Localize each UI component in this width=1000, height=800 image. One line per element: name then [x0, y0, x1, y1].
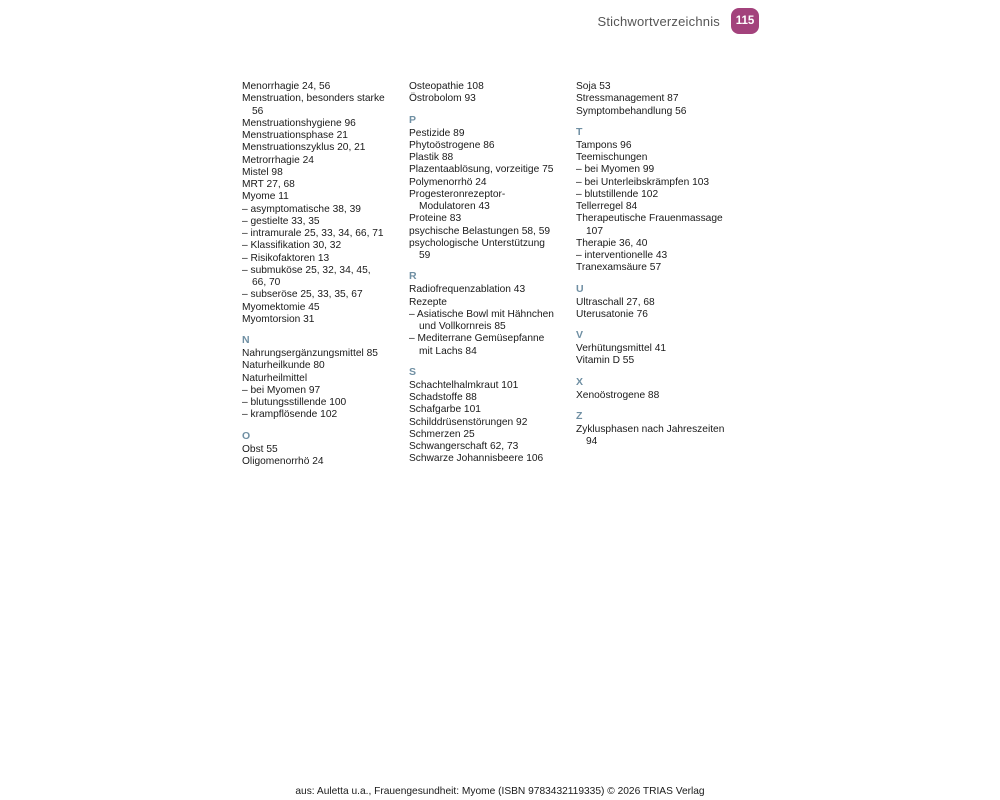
- index-entry: 59: [419, 250, 431, 261]
- index-entry: – blutungsstillende 100: [242, 397, 347, 408]
- index-entry: – Mediterrane Gemüsepfanne: [409, 333, 545, 345]
- index-letter-heading: U: [576, 282, 584, 295]
- index-entry: Vitamin D 55: [576, 355, 635, 367]
- index-entry: Naturheilmittel: [242, 372, 308, 384]
- index-entry: Schwangerschaft 62, 73: [409, 441, 519, 452]
- index-entry: – Asiatische Bowl mit Hähnchen: [409, 308, 554, 320]
- index-entry: MRT 27, 68: [242, 179, 295, 190]
- index-entry: Myome 11: [242, 191, 289, 203]
- index-entry: Menstruationshygiene 96: [242, 117, 356, 129]
- index-entry: – bei Unterleibskrämpfen 103: [576, 176, 710, 188]
- index-entry: Proteine 83: [409, 213, 462, 225]
- index-entry: psychologische Unterstützung: [409, 237, 545, 249]
- index-entry: Oligomenorrhö 24: [242, 455, 324, 467]
- index-entry: Schachtelhalmkraut 101: [409, 379, 519, 391]
- index-entry: Obst 55: [242, 443, 278, 455]
- index-letter-heading: R: [409, 270, 417, 283]
- index-entry: 94: [586, 436, 598, 447]
- index-entry: – interventionelle 43: [576, 250, 668, 261]
- index-entry: Plazentaablösung, vorzeitige 75: [409, 164, 554, 176]
- index-entry: Myomektomie 45: [242, 301, 320, 313]
- index-entry: Menorrhagie 24, 56: [242, 81, 331, 92]
- index-entry: Xenoöstrogene 88: [576, 389, 660, 401]
- index-entry: und Vollkornreis 85: [419, 321, 506, 332]
- index-entry: Metrorrhagie 24: [242, 154, 314, 166]
- index-entry: Rezepte: [409, 296, 447, 308]
- index-entry: Polymenorrhö 24: [409, 176, 487, 188]
- index-entry: Tellerregel 84: [576, 201, 638, 212]
- index-entry: – bei Myomen 99: [576, 164, 655, 176]
- index-column-3: [576, 81, 741, 448]
- index-entry: Zyklusphasen nach Jahreszeiten: [576, 423, 725, 435]
- index-column-2: [409, 81, 574, 466]
- index-entry: Uterusatonie 76: [576, 308, 648, 320]
- index-letter-heading: O: [242, 429, 251, 442]
- index-entry: Stressmanagement 87: [576, 93, 679, 105]
- index-entry: Ultraschall 27, 68: [576, 296, 655, 308]
- index-entry: Schwarze Johannisbeere 106: [409, 453, 544, 465]
- index-entry: Schadstoffe 88: [409, 392, 477, 403]
- index-entry: Pestizide 89: [409, 127, 465, 139]
- index-entry: 66, 70: [252, 277, 281, 288]
- index-entry: Teemischungen: [576, 152, 648, 163]
- index-entry: Schmerzen 25: [409, 428, 475, 440]
- index-entry: Progesteronrezeptor-: [409, 188, 506, 200]
- index-entry: – gestielte 33, 35: [242, 215, 320, 227]
- index-entry: Menstruationszyklus 20, 21: [242, 142, 366, 154]
- index-letter-heading: T: [576, 125, 583, 138]
- index-entry: Naturheilkunde 80: [242, 360, 325, 372]
- index-letter-heading: N: [242, 334, 250, 346]
- index-entry: – krampflösende 102: [242, 409, 338, 421]
- index-entry: Tampons 96: [576, 139, 632, 151]
- index-entry: Plastik 88: [409, 152, 454, 163]
- index-letter-heading: V: [576, 329, 584, 341]
- index-entry: Osteopathie 108: [409, 81, 484, 92]
- index-entry: – Klassifikation 30, 32: [242, 240, 342, 252]
- index-entry: 107: [586, 225, 603, 237]
- footer-citation: aus: Auletta u.a., Frauengesundheit: Myome (ISBN 9783432119335) © 2026 TRIAS Verlag: [295, 786, 705, 797]
- index-letter-heading: X: [576, 375, 584, 388]
- index-entry: Soja 53: [576, 81, 611, 92]
- index-entry: Symptombehandlung 56: [576, 105, 687, 117]
- page-number-badge: 115: [731, 8, 759, 34]
- index-entry: – blutstillende 102: [576, 188, 659, 200]
- index-entry: – asymptomatische 38, 39: [242, 203, 361, 215]
- index-letter-heading: P: [409, 113, 417, 126]
- index-entry: – bei Myomen 97: [242, 384, 321, 396]
- index-entry: psychische Belastungen 58, 59: [409, 225, 551, 237]
- index-entry: Verhütungsmittel 41: [576, 343, 667, 354]
- index-entry: – subseröse 25, 33, 35, 67: [242, 289, 363, 301]
- index-letter-heading: S: [409, 365, 417, 378]
- index-entry: Schafgarbe 101: [409, 404, 481, 416]
- index-entry: 56: [252, 105, 264, 117]
- index-letter-heading: Z: [576, 409, 583, 422]
- index-entry: Myomtorsion 31: [242, 313, 315, 325]
- index-entry: Östrobolom 93: [409, 93, 476, 105]
- index-entry: Phytoöstrogene 86: [409, 139, 495, 151]
- index-entry: Tranexamsäure 57: [576, 262, 662, 274]
- index-entry: Therapeutische Frauenmassage: [576, 213, 723, 225]
- index-entry: Radiofrequenzablation 43: [409, 284, 526, 296]
- index-entry: Mistel 98: [242, 166, 283, 178]
- index-entry: mit Lachs 84: [419, 345, 477, 357]
- index-entry: Modulatoren 43: [419, 201, 490, 212]
- index-entry: Schilddrüsenstörungen 92: [409, 416, 528, 428]
- index-column-1: [242, 81, 407, 468]
- index-entry: Nahrungsergänzungsmittel 85: [242, 348, 378, 359]
- header-title: Stichwortverzeichnis: [597, 14, 720, 29]
- index-entry: Menstruationsphase 21: [242, 130, 348, 141]
- index-entry: – Risikofaktoren 13: [242, 252, 330, 264]
- index-entry: Therapie 36, 40: [576, 237, 648, 249]
- index-entry: – intramurale 25, 33, 34, 66, 71: [242, 228, 384, 239]
- index-entry: – submuköse 25, 32, 34, 45,: [242, 264, 371, 276]
- index-entry: Menstruation, besonders starke: [242, 93, 385, 105]
